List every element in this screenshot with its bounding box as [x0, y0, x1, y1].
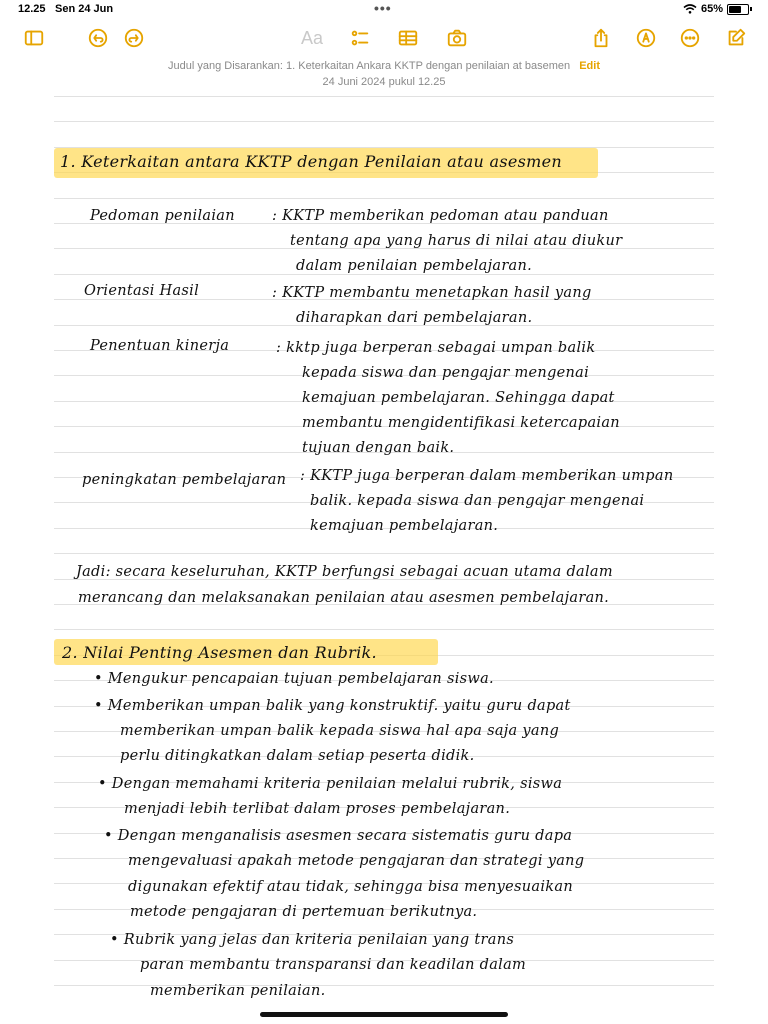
item-label: peningkatan pembelajaran [82, 472, 287, 488]
bullet-line: paran membantu transparansi dan keadilan dalam [140, 957, 527, 973]
edit-title-button[interactable]: Edit [579, 60, 600, 72]
ruled-line [54, 274, 714, 275]
status-date: Sen 24 Jun [55, 3, 114, 15]
bullet-line: memberikan umpan balik kepada siswa hal apa saja yang [120, 723, 560, 739]
share-icon[interactable] [587, 24, 615, 52]
bullet-line: menjadi lebih terlibat dalam proses pembelajaran. [124, 801, 511, 817]
compose-icon[interactable] [722, 24, 750, 52]
item-label: Orientasi Hasil [84, 283, 200, 299]
home-indicator[interactable] [260, 1012, 508, 1017]
bullet-item: • Dengan menganalisis asesmen secara sistematis guru dapa [104, 828, 573, 844]
conclusion-line: Jadi: secara keseluruhan, KKTP berfungsi sebagai acuan utama dalam [76, 564, 613, 580]
checklist-icon[interactable] [346, 24, 374, 52]
item-line: kemajuan pembelajaran. [310, 518, 499, 534]
multitasking-dots[interactable]: ••• [374, 0, 392, 16]
markup-icon[interactable] [632, 24, 660, 52]
status-time: 12.25 [18, 3, 46, 15]
section-heading: 1. Keterkaitan antara KKTP dengan Penilaian atau asesmen [60, 152, 563, 171]
ruled-line [54, 198, 714, 199]
bullet-item: • Dengan memahami kriteria penilaian melalui rubrik, siswa [98, 776, 563, 792]
ruled-line [54, 629, 714, 630]
bullet-item: • Rubrik yang jelas dan kriteria penilaian yang trans [110, 932, 515, 948]
notes-toolbar [0, 24, 768, 52]
status-right [683, 3, 752, 15]
undo-icon[interactable] [84, 24, 112, 52]
table-icon[interactable] [394, 24, 422, 52]
item-line: tujuan dengan baik. [302, 440, 455, 456]
item-line: : KKTP membantu menetapkan hasil yang [272, 285, 592, 301]
redo-icon[interactable] [120, 24, 148, 52]
wifi-icon [683, 4, 697, 14]
handwriting-canvas[interactable] [54, 96, 714, 1001]
item-line: : kktp juga berperan sebagai umpan balik [276, 340, 596, 356]
item-line: balik. kepada siswa dan pengajar mengenai [310, 493, 645, 509]
note-header [0, 60, 768, 88]
bullet-line: mengevaluasi apakah metode pengajaran dan strategi yang [128, 853, 585, 869]
item-line: kepada siswa dan pengajar mengenai [302, 365, 590, 381]
bullet-item: • Memberikan umpan balik yang konstruktif. yaitu guru dapat [94, 698, 571, 714]
ruled-line [54, 553, 714, 554]
ruled-line [54, 121, 714, 122]
more-icon[interactable] [676, 24, 704, 52]
camera-icon[interactable] [443, 24, 471, 52]
section-heading: 2. Nilai Penting Asesmen dan Rubrik. [62, 643, 377, 662]
battery-icon [727, 4, 749, 15]
suggested-title: Judul yang Disarankan: 1. Keterkaitan Ankara KKTP dengan penilaian at basemen Edit [167, 60, 600, 72]
note-datetime: 24 Juni 2024 pukul 12.25 [322, 76, 446, 88]
bullet-line: metode pengajaran di pertemuan berikutnya. [130, 904, 478, 920]
item-line: membantu mengidentifikasi ketercapaian [302, 415, 620, 431]
item-line: : KKTP juga berperan dalam memberikan umpan [300, 468, 674, 484]
format-text-icon[interactable]: Aa [300, 27, 324, 48]
bullet-line: perlu ditingkatkan dalam setiap peserta didik. [120, 748, 475, 764]
status-bar [0, 0, 768, 18]
ruled-line [54, 96, 714, 97]
bullet-line: digunakan efektif atau tidak, sehingga bisa menyesuaikan [128, 879, 573, 895]
item-label: Pedoman penilaian [90, 208, 235, 224]
sidebar-icon[interactable] [20, 24, 48, 52]
item-line: kemajuan pembelajaran. Sehingga dapat [302, 390, 615, 406]
item-line: diharapkan dari pembelajaran. [296, 310, 533, 326]
conclusion-line: merancang dan melaksanakan penilaian atau asesmen pembelajaran. [78, 590, 610, 606]
battery-percent: 65% [700, 3, 723, 15]
item-line: tentang apa yang harus di nilai atau diukur [290, 233, 623, 249]
item-line: : KKTP memberikan pedoman atau panduan [272, 208, 609, 224]
bullet-line: memberikan penilaian. [150, 983, 326, 999]
bullet-item: • Mengukur pencapaian tujuan pembelajaran siswa. [94, 671, 494, 687]
item-label: Penentuan kinerja [90, 338, 230, 354]
item-line: dalam penilaian pembelajaran. [296, 258, 533, 274]
